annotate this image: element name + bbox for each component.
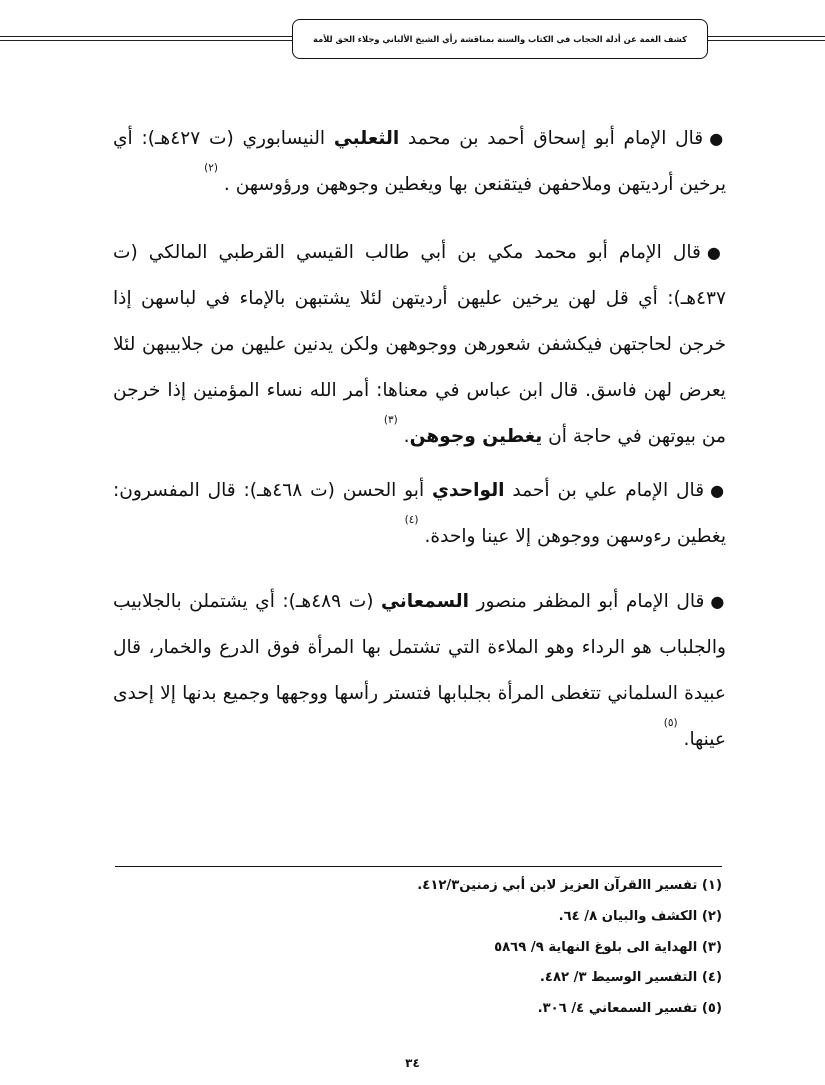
- footnote-4: (٤) التفسير الوسيط ٣/ ٤٨٢.: [539, 970, 722, 985]
- paragraph-wahidi: ●قال الإمام علي بن أحمد الواحدي أبو الحسن (ت ٤٦٨هـ): قال المفسرون: يغطين رءوسهن ووجوهن إلا عينا واحدة. $^{(٤)}$: [113, 480, 726, 547]
- bullet-icon: ●: [706, 243, 726, 262]
- footnote-2: (٢) الكشف والبيان ٨/ ٦٤.: [558, 909, 722, 924]
- paragraph-makki: ●قال الإمام أبو محمد مكي بن أبي طالب القيسي القرطبي المالكي (ت ٤٣٧هـ): أي قل لهن يرخين عليهن أرديتهن لئلا يشتبهن بالإماء في لباسهن إذا خرجن لحاجتهن فيكشفن شعورهن ووجوههن ولكن يدنين عليهن من جلابيبهن لئلا يعرض لهن فاسق. قال ابن عباس في معناها: أمر الله نساء المؤمنين إذا خرجن من بيوتهن في حاجة أن يغطين وجوهن. $^{(٣)}$: [113, 242, 726, 447]
- footnote-ref: (٥): [663, 717, 678, 729]
- footnote-separator: [115, 866, 722, 867]
- bullet-icon: ●: [710, 592, 726, 611]
- scholar-name: الواحدي: [431, 480, 505, 501]
- bullet-icon: ●: [709, 129, 726, 148]
- footnote-3: (٣) الهداية الى بلوغ النهاية ٩/ ٥٨٦٩: [494, 940, 722, 955]
- bullet-icon: ●: [710, 481, 726, 500]
- paragraph-thalabi: ●قال الإمام أبو إسحاق أحمد بن محمد الثعلبي النيسابوري (ت ٤٢٧هـ): أي يرخين أرديتهن وملاحفهن فيتقنعن بها ويغطين وجوههن ورؤوسهن . $^{(٢)}$: [113, 128, 726, 195]
- footnote-ref: (٤): [404, 514, 419, 526]
- footnote-ref: (٣): [383, 414, 398, 426]
- footnote-5: (٥) تفسير السمعاني ٤/ ٣٠٦.: [537, 1001, 722, 1016]
- footnote-1: (١) تفسير االقرآن العزيز لابن أبي زمنين٤١٢/٣.: [417, 878, 722, 893]
- scholar-name: الثعلبي: [333, 128, 400, 149]
- paragraph-samani: ●قال الإمام أبو المظفر منصور السمعاني (ت ٤٨٩هـ): أي يشتملن بالجلابيب والجلباب هو الرداء وهو الملاءة التي تشتمل بها المرأة فوق الدرع والخمار، قال عبيدة السلماني تتغطى المرأة بجلبابها فتستر رأسها ووجهها وجميع بدنها إلا إحدى عينها. $^{(٥)}$: [113, 591, 726, 750]
- scholar-name: السمعاني: [381, 591, 470, 612]
- running-header: [292, 19, 708, 59]
- page-number: ٣٤: [405, 1056, 420, 1070]
- running-header-title: كشف الغمة عن أدلة الحجاب في الكتاب والسنة بمناقشة رأي الشيخ الألباني وجلاء الحق للأمة: [313, 34, 687, 44]
- footnote-ref: (٢): [204, 162, 218, 174]
- emphasis-text: يغطين وجوهن: [409, 426, 543, 447]
